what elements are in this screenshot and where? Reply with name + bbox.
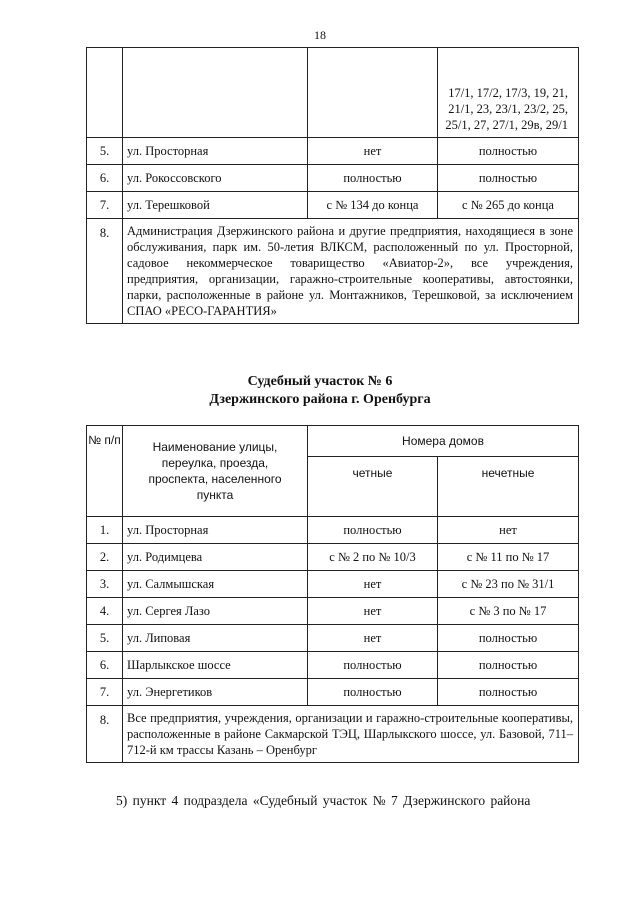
- even-cell: полностью: [308, 652, 438, 679]
- street-cell: ул. Липовая: [123, 625, 308, 652]
- table-row: [87, 517, 579, 544]
- even-cell: нет: [308, 571, 438, 598]
- table-row: [87, 219, 579, 324]
- street-cell: ул. Родимцева: [123, 544, 308, 571]
- even-cell: полностью: [308, 679, 438, 706]
- even-cell: нет: [308, 598, 438, 625]
- even-cell: полностью: [308, 165, 438, 192]
- precinct-5-table-continuation: [86, 47, 579, 324]
- table-row: [87, 544, 579, 571]
- odd-cell: полностью: [438, 652, 579, 679]
- table-row: [87, 192, 579, 219]
- even-cell: нет: [308, 625, 438, 652]
- even-cell: полностью: [308, 517, 438, 544]
- table-row: [87, 625, 579, 652]
- num-cell: 6.: [87, 652, 123, 679]
- section-title: [0, 373, 640, 409]
- table-row: [87, 652, 579, 679]
- num-cell: 8.: [87, 219, 123, 324]
- num-cell: [87, 48, 123, 138]
- street-cell: ул. Рокоссовского: [123, 165, 308, 192]
- table-row: [87, 706, 579, 763]
- num-cell: 5.: [87, 625, 123, 652]
- table-row: [87, 571, 579, 598]
- table-row: [87, 679, 579, 706]
- street-cell: ул. Просторная: [123, 517, 308, 544]
- street-cell: ул. Энергетиков: [123, 679, 308, 706]
- precinct-6-table: [86, 425, 579, 763]
- street-cell: [123, 48, 308, 138]
- odd-cell: нет: [438, 517, 579, 544]
- header-street: Наименование улицы, переулка, проезда, проспекта, населенного пункта: [123, 426, 308, 517]
- street-cell: ул. Просторная: [123, 138, 308, 165]
- street-cell: Шарлыкское шоссе: [123, 652, 308, 679]
- header-num: № п/п: [87, 426, 123, 517]
- street-cell: ул. Сергея Лазо: [123, 598, 308, 625]
- odd-cell: с № 3 по № 17: [438, 598, 579, 625]
- header-odd: нечетные: [438, 457, 579, 517]
- odd-cell: полностью: [438, 138, 579, 165]
- table-header-row: [87, 426, 579, 457]
- header-houses: Номера домов: [308, 426, 579, 457]
- odd-cell: полностью: [438, 165, 579, 192]
- even-cell: [308, 48, 438, 138]
- num-cell: 2.: [87, 544, 123, 571]
- num-cell: 5.: [87, 138, 123, 165]
- num-cell: 1.: [87, 517, 123, 544]
- odd-cell: полностью: [438, 679, 579, 706]
- odd-cell: полностью: [438, 625, 579, 652]
- even-cell: с № 134 до конца: [308, 192, 438, 219]
- section-title-line-1: Судебный участок № 6: [247, 374, 393, 389]
- odd-cell: с № 265 до конца: [438, 192, 579, 219]
- odd-cell: 17/1, 17/2, 17/3, 19, 21, 21/1, 23, 23/1, 23/2, 25, 25/1, 27, 27/1, 29в, 29/1: [438, 48, 579, 138]
- organizations-cell: Администрация Дзержинского района и другие предприятия, находящиеся в зоне обслуживания, парк им. 50-летия ВЛКСМ, расположенный по ул. Просторной, садовое некоммерческое товарищество «Авиатор-2», все учреждения, предприятия, организации, гаражно-строительные кооперативы, автостоянки, парки, расположенные в районе ул. Монтажников, Терешковой, за исключением СПАО «РЕСО-ГАРАНТИЯ»: [123, 219, 579, 324]
- table-row: [87, 165, 579, 192]
- odd-cell: с № 11 по № 17: [438, 544, 579, 571]
- num-cell: 7.: [87, 192, 123, 219]
- organizations-cell: Все предприятия, учреждения, организации и гаражно-строительные кооперативы, расположенные в районе Сакмарской ТЭЦ, Шарлыкского шоссе, ул. Базовой, 711–712-й км трассы Казань – Оренбург: [123, 706, 579, 763]
- num-cell: 3.: [87, 571, 123, 598]
- street-cell: ул. Салмышская: [123, 571, 308, 598]
- num-cell: 4.: [87, 598, 123, 625]
- header-even: четные: [308, 457, 438, 517]
- even-cell: нет: [308, 138, 438, 165]
- odd-cell: с № 23 по № 31/1: [438, 571, 579, 598]
- num-cell: 6.: [87, 165, 123, 192]
- table-row: [87, 138, 579, 165]
- table-row: [87, 598, 579, 625]
- table-row: [87, 48, 579, 138]
- num-cell: 8.: [87, 706, 123, 763]
- section-title-line-2: Дзержинского района г. Оренбурга: [209, 392, 431, 407]
- street-cell: ул. Терешковой: [123, 192, 308, 219]
- footer-paragraph: 5) пункт 4 подраздела «Судебный участок № 7 Дзержинского района: [116, 793, 531, 808]
- page-number: 18: [314, 28, 326, 42]
- num-cell: 7.: [87, 679, 123, 706]
- even-cell: с № 2 по № 10/3: [308, 544, 438, 571]
